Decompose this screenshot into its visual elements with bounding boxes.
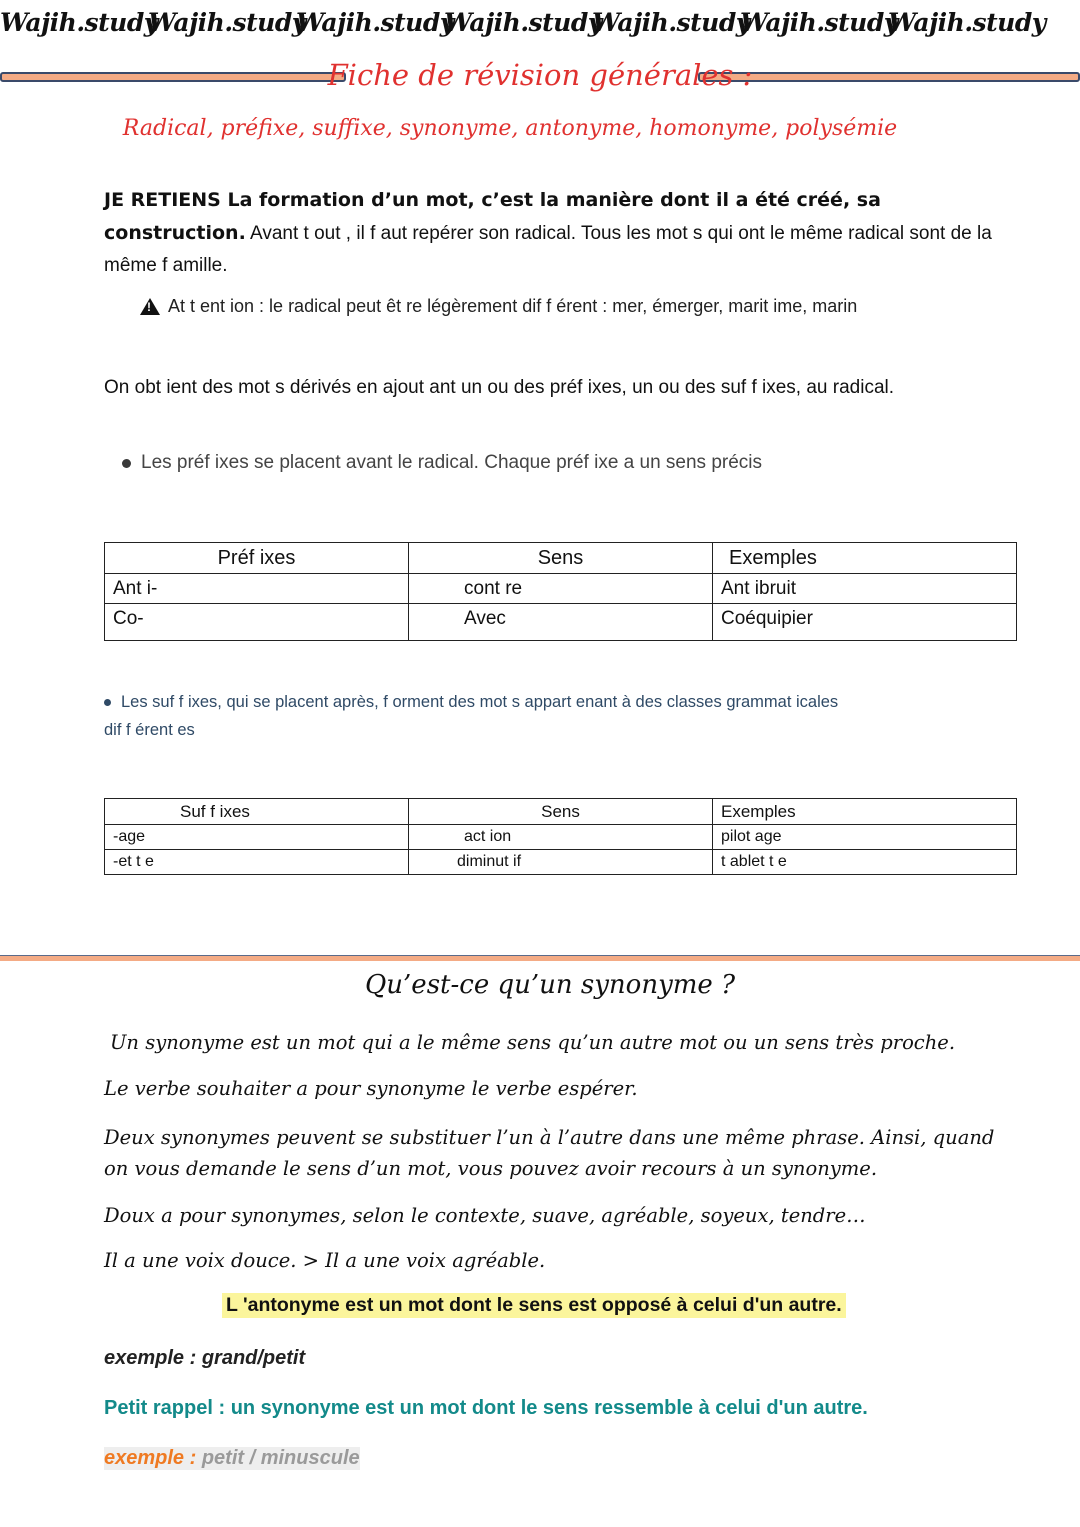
table-header: Sens <box>409 543 713 574</box>
page-subtitle: Radical, préfixe, suffixe, synonyme, antonyme, homonyme, polysémie <box>122 116 898 141</box>
prefix-table <box>104 542 1017 641</box>
table-row <box>105 574 1017 604</box>
suffix-note <box>104 688 1004 744</box>
table-cell: Coéquipier <box>713 604 1017 641</box>
table-cell: Avec <box>409 604 713 641</box>
section-divider <box>0 955 1080 961</box>
table-cell: cont re <box>409 574 713 604</box>
warning-text: At t ent ion : le radical peut êt re légèrement dif f érent : mer, émerger, marit ime, marin <box>168 296 858 316</box>
table-cell: Ant ibruit <box>713 574 1017 604</box>
table-cell: act ion <box>409 825 713 850</box>
table-cell: -age <box>105 825 409 850</box>
intro-lead: JE RETIENS La formation d’un mot, c’est la manière dont il a été créé, sa construction. <box>104 189 881 244</box>
suffix-note-line <box>104 688 1004 716</box>
table-row <box>105 825 1017 850</box>
example-value: petit / minuscule <box>201 1447 360 1469</box>
watermark-text: Wajih.study <box>592 8 750 37</box>
prefix-note-text: Les préf ixes se placent avant le radical. Chaque préf ixe a un sens précis <box>141 452 763 473</box>
table-header-row <box>105 543 1017 574</box>
example-grand-petit: exemple : grand/petit <box>104 1347 306 1369</box>
table-header: Exemples <box>713 799 1017 825</box>
table-header: Préf ixes <box>105 543 409 574</box>
page-title: Fiche de révision générales : <box>327 58 753 92</box>
table-cell: pilot age <box>713 825 1017 850</box>
watermark-text: Wajih.study <box>148 8 306 37</box>
table-cell: t ablet t e <box>713 850 1017 875</box>
table-cell: diminut if <box>409 850 713 875</box>
intro-paragraph <box>104 184 1024 282</box>
table-row <box>105 850 1017 875</box>
table-header: Suf f ixes <box>105 799 409 825</box>
example-petit-minuscule <box>104 1447 360 1470</box>
synonym-line: Il a une voix douce. > Il a une voix agréable. <box>104 1249 546 1272</box>
derived-paragraph: On obt ient des mot s dérivés en ajout ant un ou des préf ixes, un ou des suf f ixes, au radical. <box>104 377 895 398</box>
antonym-definition: L 'antonyme est un mot dont le sens est opposé à celui d'un autre. <box>222 1293 846 1318</box>
rappel-text: Petit rappel : un synonyme est un mot dont le sens ressemble à celui d'un autre. <box>104 1397 868 1419</box>
watermark-text: Wajih.study <box>0 8 158 37</box>
bullet-icon <box>104 699 111 706</box>
example-label: exemple : <box>104 1447 197 1469</box>
synonym-line: Le verbe souhaiter a pour synonyme le verbe espérer. <box>104 1077 638 1100</box>
table-header-row <box>105 799 1017 825</box>
synonym-line: Doux a pour synonymes, selon le contexte, suave, agréable, soyeux, tendre… <box>104 1204 866 1227</box>
warning-note <box>140 296 857 317</box>
table-cell: Ant i- <box>105 574 409 604</box>
table-cell: -et t e <box>105 850 409 875</box>
synonym-title: Qu’est-ce qu’un synonyme ? <box>364 970 736 1000</box>
warning-icon <box>140 298 160 315</box>
suffix-table <box>104 798 1017 875</box>
watermark-text: Wajih.study <box>296 8 454 37</box>
bullet-icon <box>122 459 131 468</box>
synonym-line: Un synonyme est un mot qui a le même sens qu’un autre mot ou un sens très proche. <box>110 1031 956 1054</box>
table-header: Sens <box>409 799 713 825</box>
table-cell: Co- <box>105 604 409 641</box>
watermark-row <box>0 8 1080 48</box>
watermark-text: Wajih.study <box>888 8 1046 37</box>
intro-rest: Avant t out , il f aut repérer son radical. Tous les mot s qui ont le même radical sont de la même f amille. <box>104 223 992 276</box>
synonym-line: Deux synonymes peuvent se substituer l’un à l’autre dans une même phrase. Ainsi, quand on vous demande le sens d’un mot, vous pouvez avoir recours à un synonyme. <box>104 1126 995 1180</box>
prefix-note <box>122 452 762 474</box>
table-row <box>105 604 1017 641</box>
watermark-text: Wajih.study <box>444 8 602 37</box>
suffix-note-text: Les suf f ixes, qui se placent après, f orment des mot s appart enant à des classes grammat icales <box>121 693 839 711</box>
table-header: Exemples <box>713 543 1017 574</box>
watermark-text: Wajih.study <box>740 8 898 37</box>
suffix-note-text-cont: dif f érent es <box>104 721 195 739</box>
